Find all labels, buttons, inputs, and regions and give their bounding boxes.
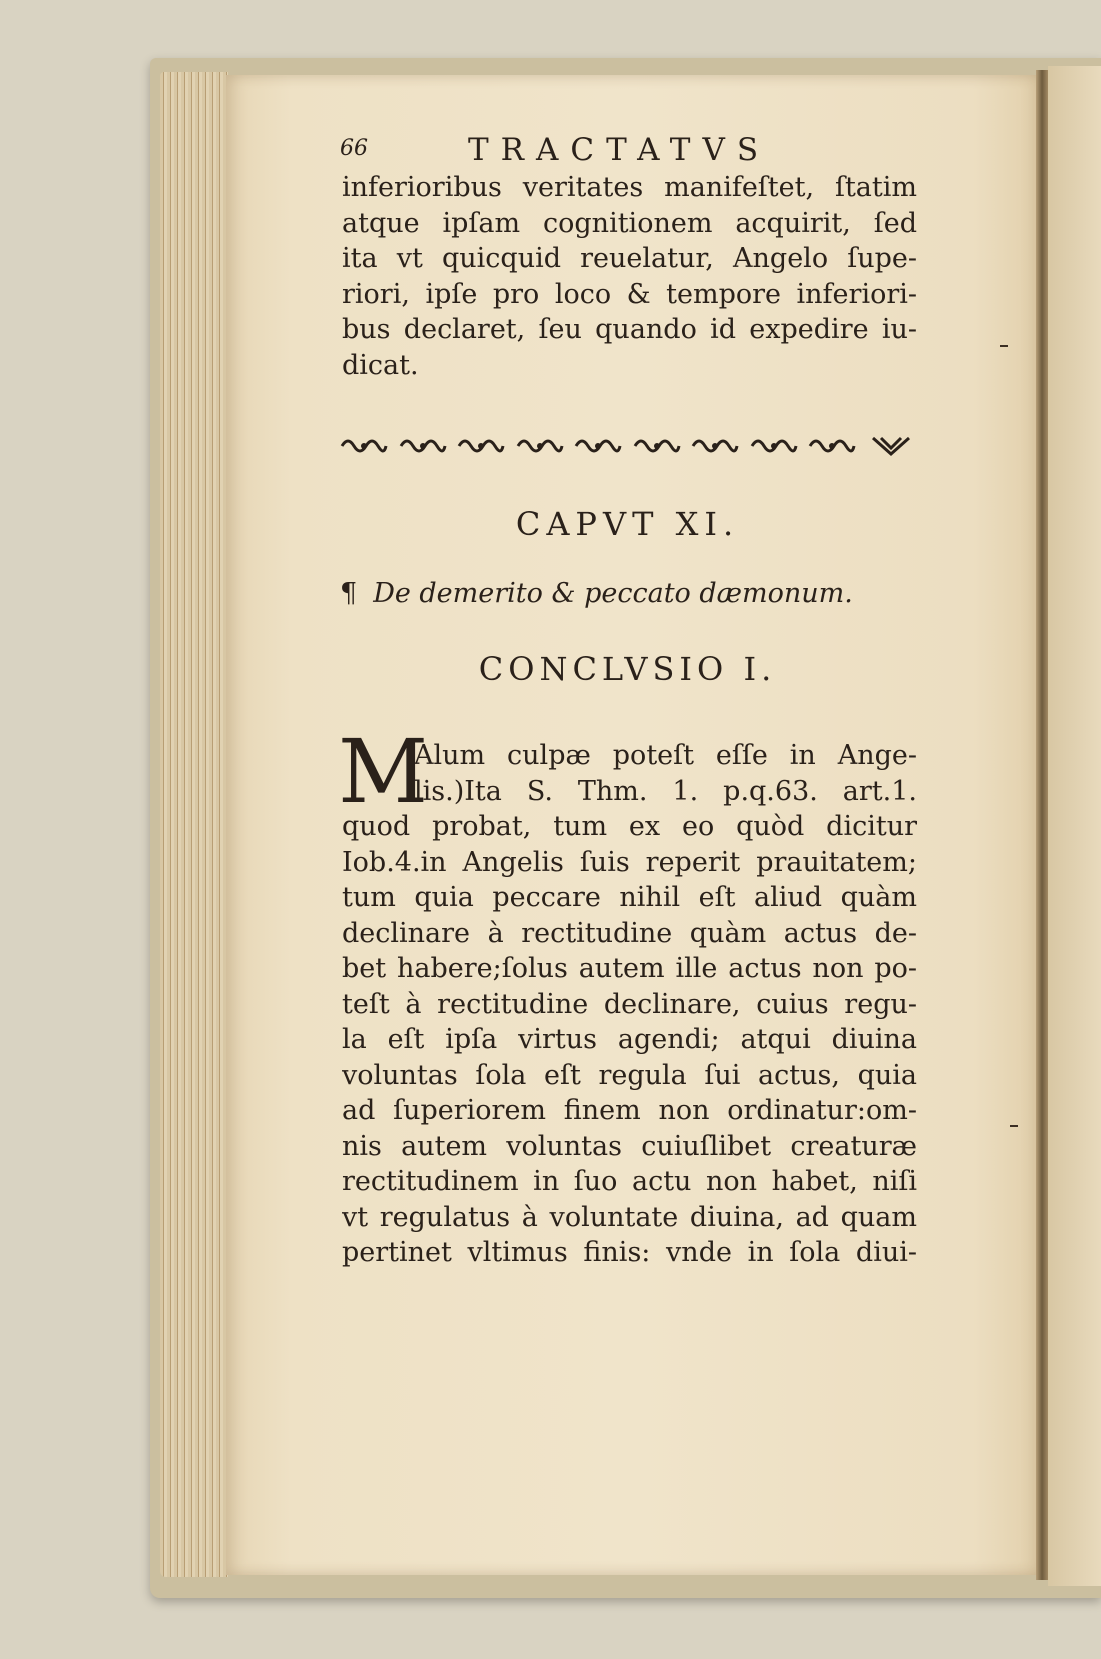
body-paragraph: [342, 738, 917, 1271]
paragraph-mark: ¶: [340, 578, 358, 609]
chapter-heading: CAPVT XI.: [515, 505, 740, 543]
fleuron-icon: [808, 434, 856, 458]
ornament-band: [340, 430, 915, 462]
text-line: lis.)Ita S. Thm. 1. p.q.63. art.1.: [414, 775, 917, 807]
margin-mark: [1010, 1125, 1018, 1127]
text-line: riori, ipſe pro loco & tempore inferiori-: [342, 278, 917, 310]
text-line: nis autem voluntas cuiuſlibet creaturæ: [342, 1130, 917, 1162]
running-head: [340, 132, 940, 172]
text-line: voluntas ſola eſt regula ſui actus, quia: [342, 1059, 917, 1091]
chapter-subtitle: [340, 578, 915, 609]
fleuron-icon: [457, 434, 505, 458]
drop-cap: M: [338, 720, 429, 823]
text-line: rectitudinem in ſuo actu non habet, niſi: [342, 1166, 917, 1197]
text-line: teſt à rectitudine declinare, cuius regu-: [342, 988, 917, 1020]
page-number: 66: [340, 136, 368, 161]
running-title: TRACTATVS: [468, 132, 771, 168]
margin-mark: [1000, 345, 1008, 347]
text-line: ad ſuperiorem finem non ordinatur:om-: [342, 1095, 917, 1126]
intro-paragraph: [342, 170, 917, 383]
text-line: atque ipſam cognitionem acquirit, ſed: [342, 207, 917, 239]
fleuron-icon: [399, 434, 447, 458]
text-line: la eſt ipſa virtus agendi; atqui diuina: [342, 1024, 917, 1055]
text-line: bet habere;ſolus autem ille actus non po-: [342, 953, 917, 984]
fleuron-icon: [633, 434, 681, 458]
fleuron-icon: [516, 434, 564, 458]
book-gutter: [1036, 70, 1048, 1580]
text-line: bus declaret, ſeu quando id expedire iu-: [342, 314, 917, 345]
fleuron-icon: [574, 434, 622, 458]
subtitle-text: De demerito & peccato dæmonum.: [373, 578, 853, 609]
text-line: ita vt quicquid reuelatur, Angelo ſupe-: [342, 243, 917, 274]
fleuron-icon: [867, 434, 915, 458]
text-line: declinare à rectitudine quàm actus de-: [342, 917, 917, 949]
page-edges: [160, 72, 228, 1577]
conclusion-heading: CONCLVSIO I.: [478, 650, 777, 688]
text-line: pertinet vltimus finis: vnde in ſola diui-: [342, 1237, 917, 1268]
text-line: quod probat, tum ex eo quòd dicitur: [342, 811, 917, 842]
text-line: Alum culpæ poteſt eſſe in Ange-: [414, 740, 917, 771]
text-line: vt regulatus à voluntate diuina, ad quam: [342, 1201, 917, 1233]
text-line: dicat.: [342, 349, 419, 381]
facing-page-edge: [1048, 66, 1101, 1586]
text-line: inferioribus veritates manifeſtet, ſtatim: [342, 172, 917, 203]
text-line: Iob.4.in Angelis ſuis reperit prauitatem;: [342, 846, 917, 878]
fleuron-icon: [691, 434, 739, 458]
fleuron-icon: [750, 434, 798, 458]
text-line: tum quia peccare nihil eſt aliud quàm: [342, 882, 917, 913]
fleuron-icon: [340, 434, 388, 458]
